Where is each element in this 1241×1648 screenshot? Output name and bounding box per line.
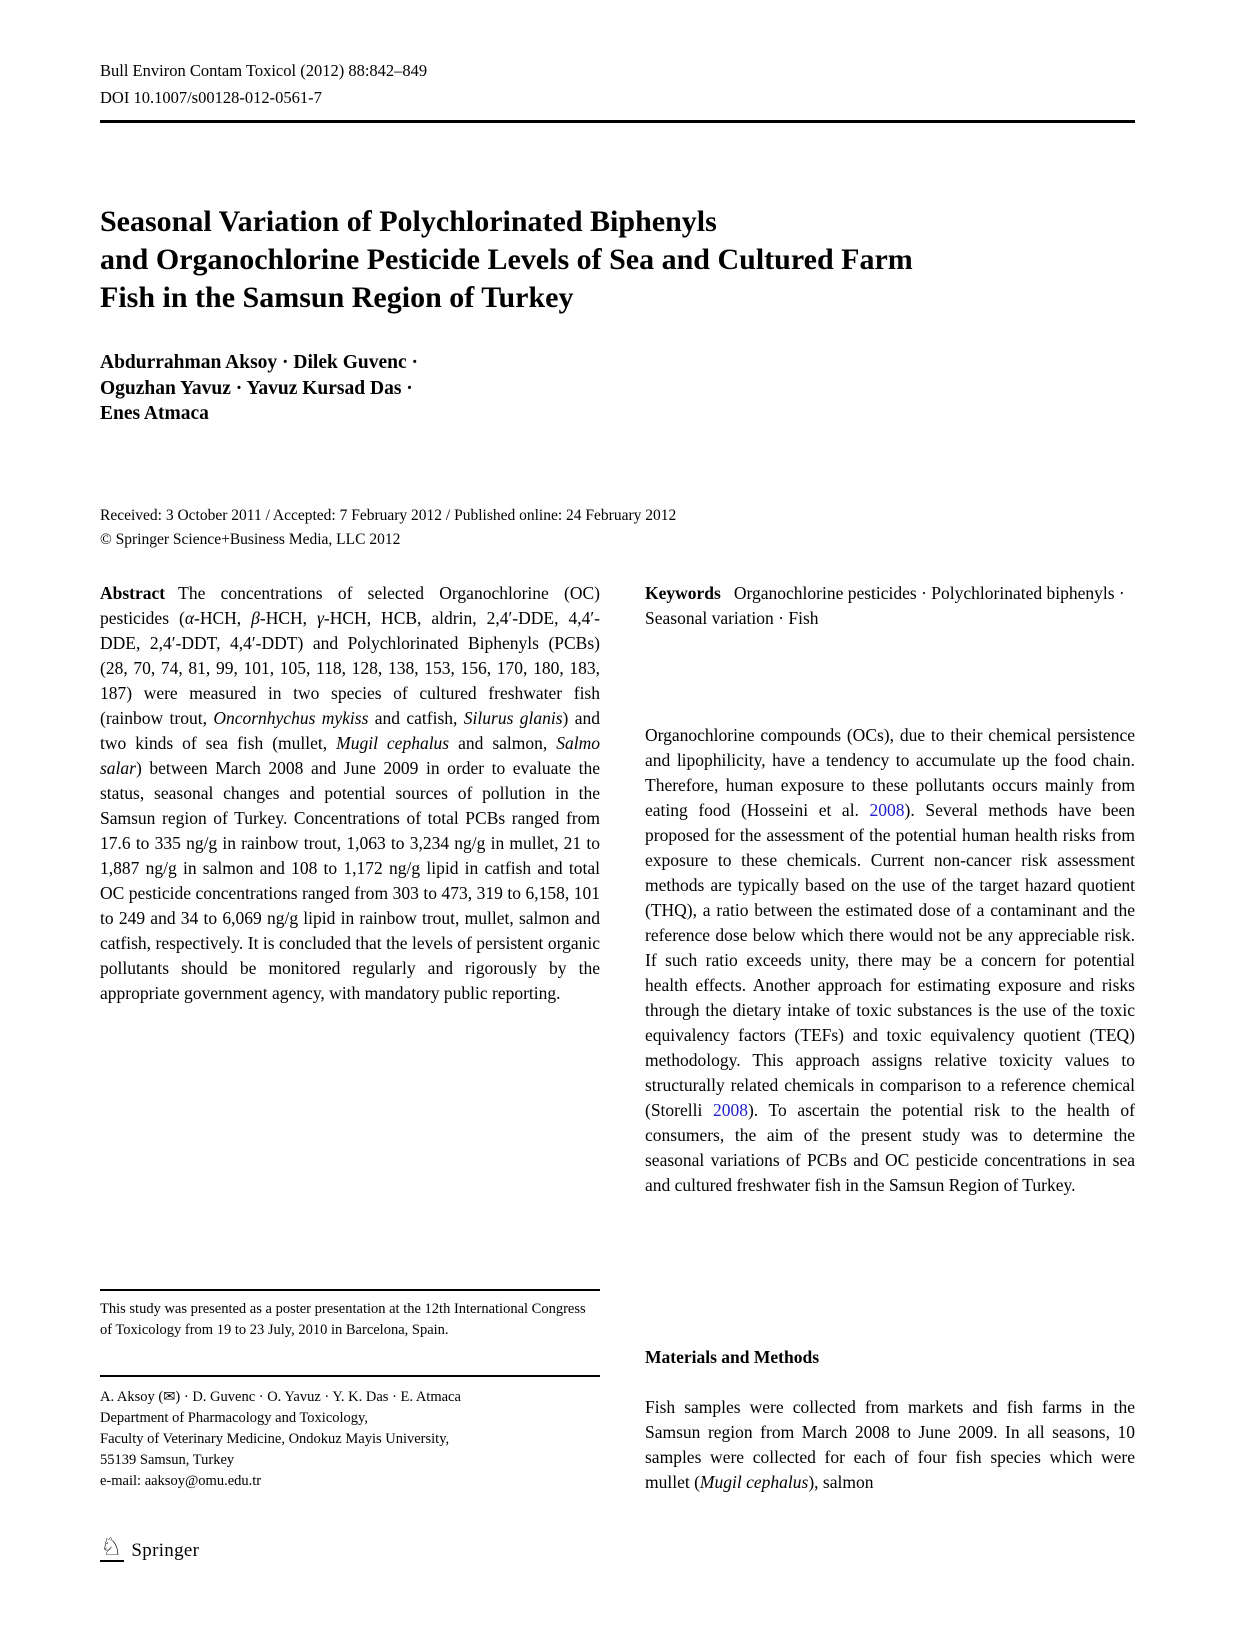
abstract-paragraph — [100, 581, 600, 1006]
envelope-icon: ✉ — [163, 1389, 176, 1405]
footnote-divider-bottom — [100, 1375, 600, 1377]
springer-knight-icon: ♘ — [100, 1532, 123, 1561]
journal-doi: DOI 10.1007/s00128-012-0561-7 — [100, 88, 322, 107]
article-title: Seasonal Variation of Polychlorinated Biphenyls and Organochlorine Pesticide Levels of Sea and Cultured Farm Fish in the Samsun Region of Turkey — [100, 205, 913, 314]
introduction-section — [645, 723, 1135, 1198]
journal-header — [100, 57, 427, 111]
abstract-label: Abstract — [100, 583, 166, 603]
copyright-line: © Springer Science+Business Media, LLC 2012 — [100, 530, 401, 548]
keywords-label: Keywords — [645, 583, 721, 603]
materials-paragraph: Fish samples were collected from markets and fish farms in the Samsun region from March 2008 to June 2009. In all seasons, 10 samples were collected for each of four fish species which were mullet (Mugil cephalus), salmon — [645, 1397, 1135, 1492]
received-accepted-line: Received: 3 October 2011 / Accepted: 7 February 2012 / Published online: 24 February 2012 — [100, 507, 677, 524]
footnote-divider-top — [100, 1289, 600, 1291]
keywords-block — [645, 581, 1135, 631]
introduction-paragraph: Organochlorine compounds (OCs), due to their chemical persistence and lipophilicity, have a tendency to accumulate up the food chain. Therefore, human exposure to these pollutants occurs mainly from eating food (Hosseini et al. 2008). Several methods have been proposed for the assessment of the potential human health risks from exposure to these chemicals. Current non-cancer risk assessment methods are typically based on the use of the target hazard quotient (THQ), a ratio between the estimated dose of a contaminant and the reference dose below which there would not be any appreciable risk. If such ratio exceeds unity, there may be a concern for potential health effects. Another approach for estimating exposure and risks through the dietary intake of toxic substances is the use of the toxic equivalency factors (TEFs) and toxic equivalency quotient (TEQ) methodology. This approach assigns relative toxicity values to structurally related chemicals in comparison to a reference chemical (Storelli 2008). To ascertain the potential risk to the health of consumers, the aim of the present study was to determine the seasonal variations of PCBs and OC pesticide concentrations in sea and cultured freshwater fish in the Samsun Region of Turkey. — [645, 725, 1136, 1195]
abstract-text: The concentrations of selected Organochlorine (OC) pesticides (α-HCH, β-HCH, γ-HCH, HCB, aldrin, 2,4′-DDE, 4,4′-DDE, 2,4′-DDT, 4,4′-DDT) and Polychlorinated Biphenyls (PCBs) (28, 70, 74, 81, 99, 101, 105, 118, 128, 138, 153, 156, 170, 180, 183, 187) were measured in two species of cultured freshwater fish (rainbow trout, Oncornhychus mykiss and catfish, Silurus glanis) and two kinds of sea fish (mullet, Mugil cephalus and salmon, Salmo salar) between March 2008 and June 2009 in order to evaluate the status, seasonal changes and potential sources of pollution in the Samsun region of Turkey. Concentrations of total PCBs ranged from 17.6 to 335 ng/g in rainbow trout, 1,063 to 3,234 ng/g in mullet, 21 to 1,887 ng/g in salmon and 108 to 1,172 ng/g lipid in catfish and total OC pesticide concentrations ranged from 303 to 473, 319 to 6,158, 101 to 249 and 34 to 6,069 ng/g lipid in rainbow trout, mullet, salmon and catfish, respectively. It is concluded that the levels of persistent organic pollutants should be monitored regularly and rigorously by the appropriate government agency, with mandatory public reporting. — [100, 583, 600, 1003]
citation-link-hosseini-2008[interactable]: 2008 — [869, 800, 905, 820]
materials-section — [645, 1347, 1135, 1495]
article-meta — [100, 504, 676, 551]
correspondence-address: Department of Pharmacology and Toxicology, Faculty of Veterinary Medicine, Ondokuz Mayis University, 55139 Samsun, Turkey e-mail: aaksoy@omu.edu.tr — [100, 1410, 450, 1489]
springer-logo-text: Springer — [131, 1540, 200, 1561]
correspondence-authors: A. Aksoy (✉) · D. Guvenc · O. Yavuz · Y. K. Das · E. Atmaca — [100, 1389, 461, 1405]
left-column — [100, 581, 600, 1006]
springer-logo — [100, 1534, 199, 1562]
journal-citation: Bull Environ Contam Toxicol (2012) 88:842–849 — [100, 61, 428, 80]
citation-link-storelli-2008[interactable]: 2008 — [712, 1100, 748, 1120]
author-list: Abdurrahman Aksoy · Dilek Guvenc · Oguzhan Yavuz · Yavuz Kursad Das · Enes Atmaca — [100, 352, 419, 424]
presentation-note: This study was presented as a poster presentation at the 12th International Congress of Toxicology from 19 to 23 July, 2010 in Barcelona, Spain. — [100, 1301, 586, 1338]
correspondence-note — [100, 1387, 600, 1492]
keywords-text: Organochlorine pesticides · Polychlorinated biphenyls · Seasonal variation · Fish — [645, 583, 1125, 628]
materials-heading: Materials and Methods — [645, 1347, 820, 1367]
header-divider — [100, 120, 1135, 123]
